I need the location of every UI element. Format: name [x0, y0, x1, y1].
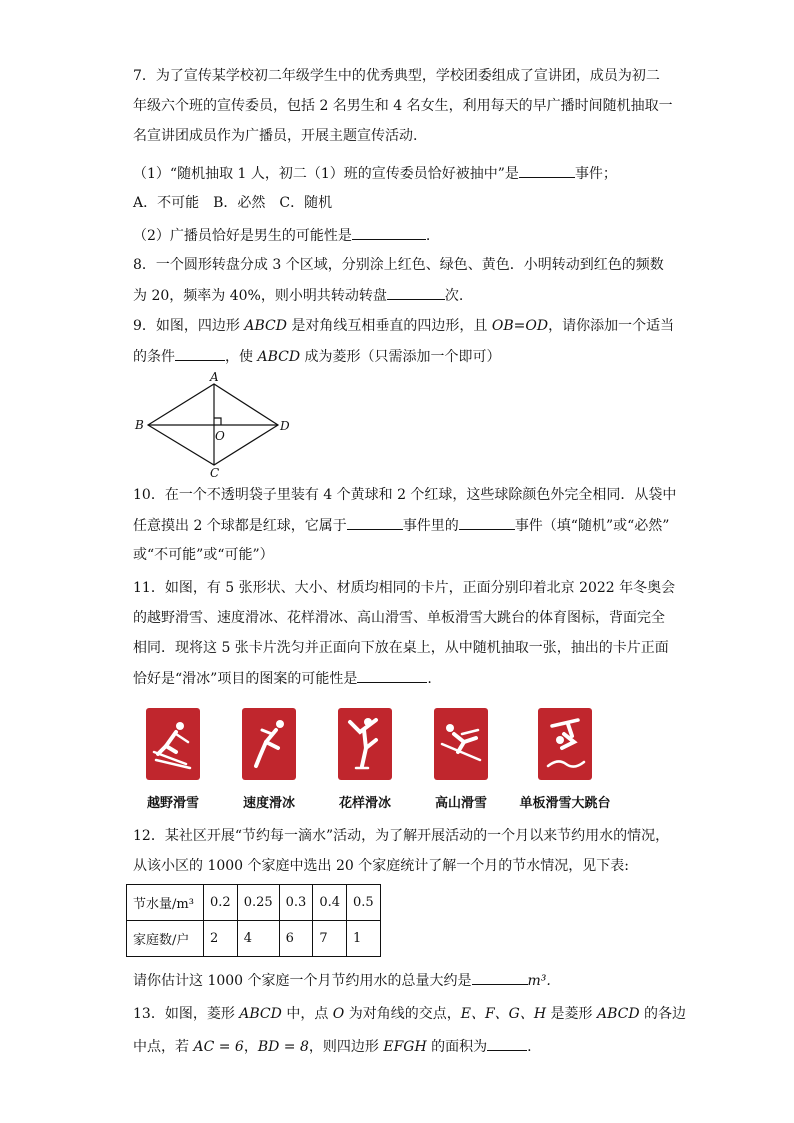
answer-blank[interactable]: [519, 163, 575, 178]
q13-text: 为对角线的交点，: [344, 1006, 461, 1022]
answer-blank[interactable]: [347, 515, 403, 530]
q12-unit: m³.: [527, 973, 551, 989]
card-cross-country: [133, 708, 213, 811]
table-cell: 7: [313, 921, 347, 957]
q11-text: .: [427, 671, 432, 687]
q7-sub2-tail: .: [425, 228, 431, 244]
water-saving-table: [126, 884, 381, 957]
speed-skating-icon: [242, 708, 296, 780]
table-header-cell: 节水量/m³: [127, 885, 204, 921]
q9-text: 成为菱形（只需添加一个即可）: [300, 349, 501, 365]
figure-skating-icon: [338, 708, 392, 780]
answer-blank[interactable]: [175, 346, 225, 361]
card-label: 高山滑雪: [434, 796, 487, 811]
table-cell: 1: [347, 921, 381, 957]
q13-text: 中点，若: [133, 1039, 194, 1055]
table-cell: 0.5: [347, 885, 381, 921]
q9-var: ABCD: [244, 318, 287, 334]
answer-blank[interactable]: [352, 225, 426, 240]
q13-text: ，: [243, 1039, 258, 1055]
table-cell: 4: [237, 921, 279, 957]
q13-var: O: [332, 1006, 345, 1022]
q9-text: 的条件: [133, 349, 175, 365]
cross-country-ski-icon: [146, 708, 200, 780]
q12-line3: [133, 970, 551, 991]
q7-sub1-text: （1）“随机抽取 1 人，初二（1）班的宣传委员恰好被抽中”是: [133, 166, 519, 182]
q11-text: 恰好是“滑冰”项目的图案的可能性是: [133, 671, 358, 687]
q9-var: OB=OD: [491, 318, 549, 334]
q13-line1: [133, 1004, 686, 1024]
q13-text: 是菱形: [546, 1006, 597, 1022]
q9-text: ，使: [225, 349, 258, 365]
q13-line2: [133, 1036, 532, 1057]
card-label: 越野滑雪: [146, 796, 199, 811]
card-snowboard-big-air: [517, 708, 613, 811]
q7-sub1-tail: 事件；: [574, 166, 617, 182]
q7-options: A．不可能 B．必然 C．随机: [133, 195, 333, 211]
q7-sub1: [133, 163, 617, 184]
q9-text: 是对角线互相垂直的四边形，且: [286, 318, 492, 334]
card-figure-skating: [325, 708, 405, 811]
table-cell: 0.4: [313, 885, 347, 921]
olympic-pictograms: [133, 708, 613, 812]
q13-var: BD = 8: [257, 1039, 309, 1055]
q9-text: 9．如图，四边形: [133, 318, 245, 334]
q13-text: 的各边: [639, 1006, 687, 1022]
table-cell: 6: [279, 921, 313, 957]
q13-var: AC = 6: [193, 1039, 244, 1055]
q13-text: .: [527, 1039, 532, 1055]
q10-line2: [133, 515, 669, 536]
table-row: [127, 885, 381, 921]
q10-text: 事件（填“随机”或“必然”: [514, 518, 670, 534]
label-o: O: [215, 429, 225, 443]
table-header-cell: 家庭数/户: [127, 921, 204, 957]
q9-text: ，请你添加一个适当: [548, 318, 675, 334]
q8-line2-text: 为 20，频率为 40%，则小明共转动转盘: [133, 288, 387, 304]
label-a: A: [210, 370, 219, 384]
q13-text: 13．如图，菱形: [133, 1006, 240, 1022]
label-d: D: [280, 419, 290, 433]
answer-blank[interactable]: [387, 285, 445, 300]
snowboard-big-air-icon: [538, 708, 592, 780]
alpine-ski-icon: [434, 708, 488, 780]
q10-text: 事件里的: [402, 518, 459, 534]
q9-line2: [133, 346, 501, 367]
q10-text: 任意摸出 2 个球都是红球，它属于: [133, 518, 347, 534]
q7-sub2-text: （2）广播员恰好是男生的可能性是: [133, 228, 352, 244]
q13-text: 中，点: [281, 1006, 333, 1022]
answer-blank[interactable]: [357, 668, 427, 683]
table-cell: 0.25: [237, 885, 279, 921]
q10-line3: 或“不可能”或“可能”）: [133, 547, 274, 563]
q13-var: EFGH: [383, 1039, 427, 1055]
card-label: 速度滑冰: [242, 796, 295, 811]
q11-line4: [133, 668, 432, 689]
q9-var: ABCD: [257, 349, 301, 365]
card-alpine-skiing: [421, 708, 501, 811]
q7-line3: 名宣讲团成员作为广播员，开展主题宣传活动.: [133, 128, 418, 144]
answer-blank[interactable]: [487, 1036, 527, 1051]
q12-line2: 从该小区的 1000 个家庭中选出 20 个家庭统计了解一个月的节水情况，见下表:: [133, 858, 629, 874]
rhombus-diagram: [128, 370, 298, 480]
answer-blank[interactable]: [459, 515, 515, 530]
q11-line1: 11．如图，有 5 张形状、大小、材质均相同的卡片，正面分别印着北京 2022 年冬奥会: [133, 580, 676, 596]
table-row: [127, 921, 381, 957]
table-cell: 2: [204, 921, 238, 957]
q13-var: E、F、G、H: [460, 1006, 547, 1022]
table-cell: 0.2: [204, 885, 238, 921]
q12-line1: 12．某社区开展“节约每一滴水”活动，为了解开展活动的一个月以来节约用水的情况，: [133, 828, 670, 844]
q10-line1: 10．在一个不透明袋子里装有 4 个黄球和 2 个红球，这些球除颜色外完全相同．从袋中: [133, 487, 677, 503]
right-angle-mark: [214, 418, 221, 425]
answer-blank[interactable]: [472, 970, 528, 985]
q13-text: 的面积为: [426, 1039, 488, 1055]
q8-line1: 8．一个圆形转盘分成 3 个区域，分别涂上红色、绿色、黄色．小明转动到红色的频数: [133, 257, 664, 273]
q7-sub2: [133, 225, 430, 246]
q7-line2: 年级六个班的宣传委员，包括 2 名男生和 4 名女生，利用每天的早广播时间随机抽取一: [133, 98, 673, 114]
q9-line1: [133, 316, 674, 336]
label-c: C: [210, 466, 220, 480]
q12-text: 请你估计这 1000 个家庭一个月节约用水的总量大约是: [133, 973, 472, 989]
card-label: 花样滑冰: [338, 796, 391, 811]
q7-line1: 7．为了宣传某学校初二年级学生中的优秀典型，学校团委组成了宣讲团，成员为初二: [133, 68, 660, 84]
q8-line2-tail: 次.: [444, 288, 464, 304]
q8-line2: [133, 285, 463, 306]
card-label: 单板滑雪大跳台: [519, 796, 611, 811]
card-speed-skating: [229, 708, 309, 811]
q13-text: ，则四边形: [308, 1039, 384, 1055]
label-b: B: [135, 418, 144, 432]
q13-var: ABCD: [239, 1006, 282, 1022]
table-cell: 0.3: [279, 885, 313, 921]
q11-line3: 相同．现将这 5 张卡片洗匀并正面向下放在桌上，从中随机抽取一张，抽出的卡片正面: [133, 640, 669, 656]
q13-var: ABCD: [596, 1006, 640, 1022]
q11-line2: 的越野滑雪、速度滑冰、花样滑冰、高山滑雪、单板滑雪大跳台的体育图标，背面完全: [133, 610, 665, 626]
